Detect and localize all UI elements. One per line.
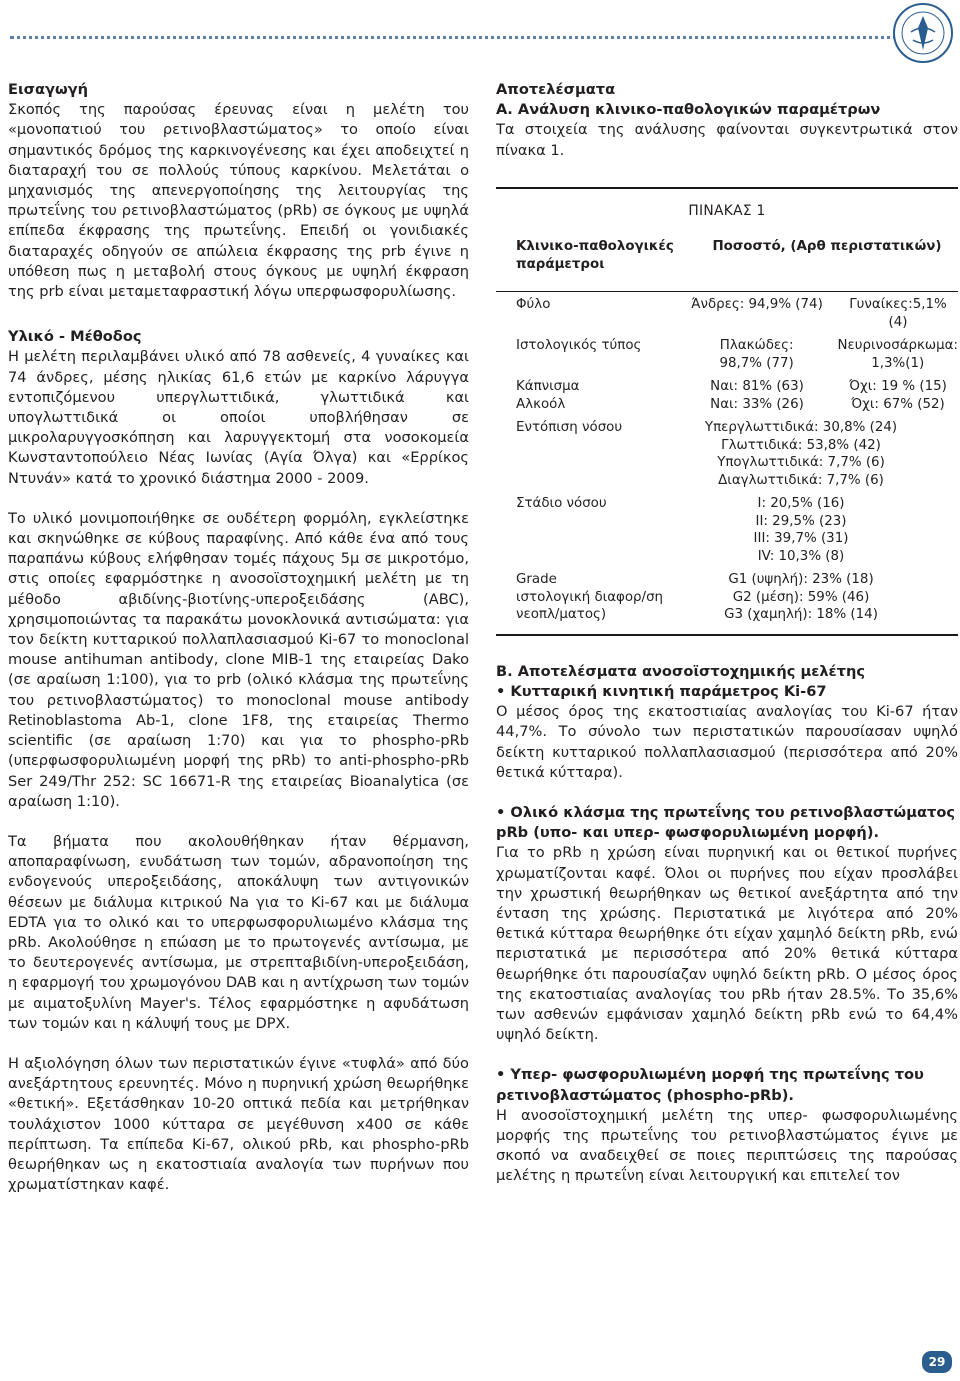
results-heading: Αποτελέσματα <box>496 81 616 98</box>
methods-paragraph-2: Το υλικό μονιμοποιήθηκε σε ουδέτερη φορμόλη, εγκλείστηκε και σκηνώθηκε σε κύβους παραφίνης. Από κάθε ένα από τους παραπάνω κύβους ελήφθησαν τομές πάχους 5μ σε μικροτόμο, στις οποίες εφαρμόστηκε η ανοσοϊστοχημική μελέτη με τη μέθοδο αβιδίνης-βιοτίνης-υπεροξειδάσης (ABC), χρησιμοποιώντας τα παρακάτω μονοκλονικά αντισώματα: για τον δείκτη κυτταρικού πολλαπλασιασμού Ki-67 το monoclonal mouse antihuman antibody, clone MIB-1 της εταιρείας Dako (σε αραίωση 1:100), για το prb (ολικό κλάσμα της πρωτεΐνης του ρετινοβλαστώματος) το monoclonal mouse antibody Retinoblastoma Ab-1, clone 1F8, της εταιρείας Thermo scientific (σε αραίωση 1:70) και για το phospho-pRb (υπερφωσφορυλιωμένη μορφή της pRb) το anti-phospho-pRb Ser 249/Thr 252: SC 16671-R της εταιρείας Bioanalytica (σε αραίωση 1:10). <box>8 509 469 810</box>
table-row: Εντόπιση νόσου Υπεργλωττιδικά: 30,8% (24) Γλωττιδικά: 53,8% (42) Υπογλωττιδικά: 7,7% (6) Διαγλωττιδικά: 7,7% (6) <box>516 420 898 488</box>
table-header-rule <box>496 291 958 292</box>
ki67-heading: • Κυτταρική κινητική παράμετρος Ki-67 <box>496 682 958 702</box>
results-section-b-heading: Β. Αποτελέσματα ανοσοϊστοχημικής μελέτης <box>496 662 866 680</box>
results-section-a-text: Τα στοιχεία της ανάλυσης φαίνονται συγκεντρωτικά στον πίνακα 1. <box>496 121 958 159</box>
ki67-paragraph: Ο μέσος όρος της εκατοστιαίας αναλογίας του Ki-67 ήταν 44,7%. Το σύνολο των περιστατικών παρουσίασαν υψηλό δείκτη κυτταρικού πολλαπλασιασμού (περισσότερα από 20% θετικά κύτταρα). <box>496 703 958 781</box>
phospho-prb-heading: • Υπερ- φωσφορυλιωμένη μορφή της πρωτεΐνης του ρετινοβλαστώματος (phospho-pRb). <box>496 1065 958 1105</box>
table-row: Φύλο Άνδρες: 94,9% (74) Γυναίκες:5,1% (4) <box>516 297 947 330</box>
page-number: 29 <box>922 1351 952 1373</box>
table-row: Ιστολογικός τύπος Πλακώδες: 98,7% (77) Νευρινοσάρκωμα: 1,3%(1) <box>516 338 958 371</box>
table-row: Grade ιστολογική διαφορ/ση νεοπλ/ματος) G1 (υψηλή): 23% (18) G2 (μέση): 59% (46) G3 (χαμηλή): 18% (14) <box>516 572 878 623</box>
intro-heading: Εισαγωγή <box>8 81 89 98</box>
intro-paragraph: Σκοπός της παρούσας έρευνας είναι η μελέτη του «μονοπατιού του ρετινοβλαστώματος» το οποίο είναι σημαντικός δρόμος της καρκινογένεσης και έχει αποδειχτεί η διαταραχή του σε πολλούς τύπους καρκίνου. Μελετάται ο μηχανισμός της απενεργοποίησης της λειτουργίας της πρωτεΐνης του ρετινοβλαστώματος (pRb) σε όγκους με υψηλά επίπεδα έκφρασης της πρωτεΐνης. Επειδή οι γονιδιακές διαταραχές οδηγούν σε απώλεια έκφρασης της prb έγινε η υπόθεση πως η μεταβολή στους όγκους με υψηλή έκφραση της prb είναι μεταμεταφραστική λόγω υπερφωσφορυλίωσης. <box>8 101 469 301</box>
table-1 <box>496 187 958 636</box>
table-row: Αλκοόλ Ναι: 33% (26) Όχι: 67% (52) <box>516 396 945 412</box>
methods-paragraph-1: Η μελέτη περιλαμβάνει υλικό από 78 ασθενείς, 4 γυναίκες και 74 άνδρες, μέσης ηλικίας 61,6 ετών με καρκίνο λάρυγγα εντοπιζόμενου υπεργλωττιδικά, γλωττιδικά και υπογλωττιδικά οι οποίοι υποβλήθησαν σε μικρολαρυγγοσκόπηση και λαρυγγεκτομή στα νοσοκομεία Κωνσταντοπούλειο Νέας Ιωνίας (Αγία Όλγα) και «Ερρίκος Ντυνάν» κατά το χρονικό διάστημα 2000 - 2009. <box>8 348 469 487</box>
methods-paragraph-3: Τα βήματα που ακολουθήθηκαν ήταν θέρμανση, αποπαραφίνωση, ενυδάτωση των τομών, αδρανοποίηση της ενδογενούς υπεροξειδάσης, αποκάλυψη των αντιγονικών θέσεων με διάλυμα κιτρικού Na για το Ki-67 και με διάλυμα EDTA για το ολικό και το υπερφωσφορυλιωμένο κλάσμα της pRb. Ακολούθησε η επώαση με το πρωτογενές αντίσωμα, με το δευτερογενές αντίσωμα, με στρεπταβιδίνη-υπεροξειδάση, η εφαρμογή του χρωμογόνου DAB και η αντίχρωση των τομών με αιματοξυλίνη Mayer's. Τέλος εφαρμόστηκε η αφυδάτωση των τομών και η κάλυψή τους με DPX. <box>8 832 469 1032</box>
header-dotted-rule <box>10 36 940 39</box>
table-header-parameter: Κλινικο-παθολογικές παράμετροι <box>516 239 674 272</box>
results-section-a-heading: Α. Ανάλυση κλινικο-παθολογικών παραμέτρων <box>496 101 881 119</box>
table-header-percent: Ποσοστό, (Αρθ περιστατικών) <box>712 239 942 255</box>
table-row: Κάπνισμα Ναι: 81% (63) Όχι: 19 % (15) <box>516 379 947 395</box>
methods-paragraph-4: Η αξιολόγηση όλων των περιστατικών έγινε «τυφλά» από δύο ανεξάρτητους ερευνητές. Μόνο η πυρηνική χρώση θεωρήθηκε «θετική». Εξετάσθηκαν 10-20 οπτικά πεδία και μετρήθηκαν τουλάχιστον 1000 κύτταρα σε μεγέθυνση x400 σε κάθε περίπτωση. Τα επίπεδα Ki-67, ολικού pRb, και phospho-pRb θεωρήθηκαν ως η εκατοστιαία αναλογία των πυρήνων που χρωματίστηκαν καφέ. <box>8 1054 469 1194</box>
table-header <box>496 238 958 279</box>
prb-paragraph: Για το pRb η χρώση είναι πυρηνική και οι θετικοί πυρήνες χρωματίζονται καφέ. Όλοι οι πυρήνες που είχαν προσλάβει την χρωστική θεωρήθηκαν ως θετικοί ανεξάρτητα από την ένταση της χρώσης. Περιστατικά με λιγότερα από 20% θετικά κύτταρα θεωρήθηκε ότι είχαν χαμηλό δείκτη pRb, ενώ περιστατικά με περισσότερα από 20% θετικά κύτταρα θεωρήθηκε ότι παρουσίαζαν υψηλό δείκτη pRb. Ο μέσος όρος της εκατοστιαίας αναλογίας του pRb ήταν 28.5%. Το 35,6% των ασθενών εμφάνισαν χαμηλό δείκτη pRb ενώ το 64,4% υψηλό δείκτη. <box>496 844 958 1044</box>
table-title: ΠΙΝΑΚΑΣ 1 <box>688 202 766 219</box>
phospho-prb-paragraph: Η ανοσοϊστοχημική μελέτη της υπερ- φωσφορυλιωμένης μορφής της πρωτεΐνης του ρετινοβλαστώματος έγινε με σκοπό να αναδειχθεί σε ποιες περιπτώσεις της παρούσας μελέτης η πρωτεΐνη είναι λειτουργική και επιτελεί τον <box>496 1106 958 1185</box>
methods-heading: Υλικό - Μέθοδος <box>8 328 142 346</box>
prb-heading: • Ολικό κλάσμα της πρωτεΐνης του ρετινοβλαστώματος pRb (υπο- και υπερ- φωσφορυλιωμένη μορφή). <box>496 803 958 843</box>
table-row: Στάδιο νόσου I: 20,5% (16) II: 29,5% (23) III: 39,7% (31) IV: 10,3% (8) <box>516 496 849 564</box>
society-seal-icon <box>892 2 954 64</box>
right-column <box>496 80 958 1187</box>
left-column <box>8 80 469 1195</box>
